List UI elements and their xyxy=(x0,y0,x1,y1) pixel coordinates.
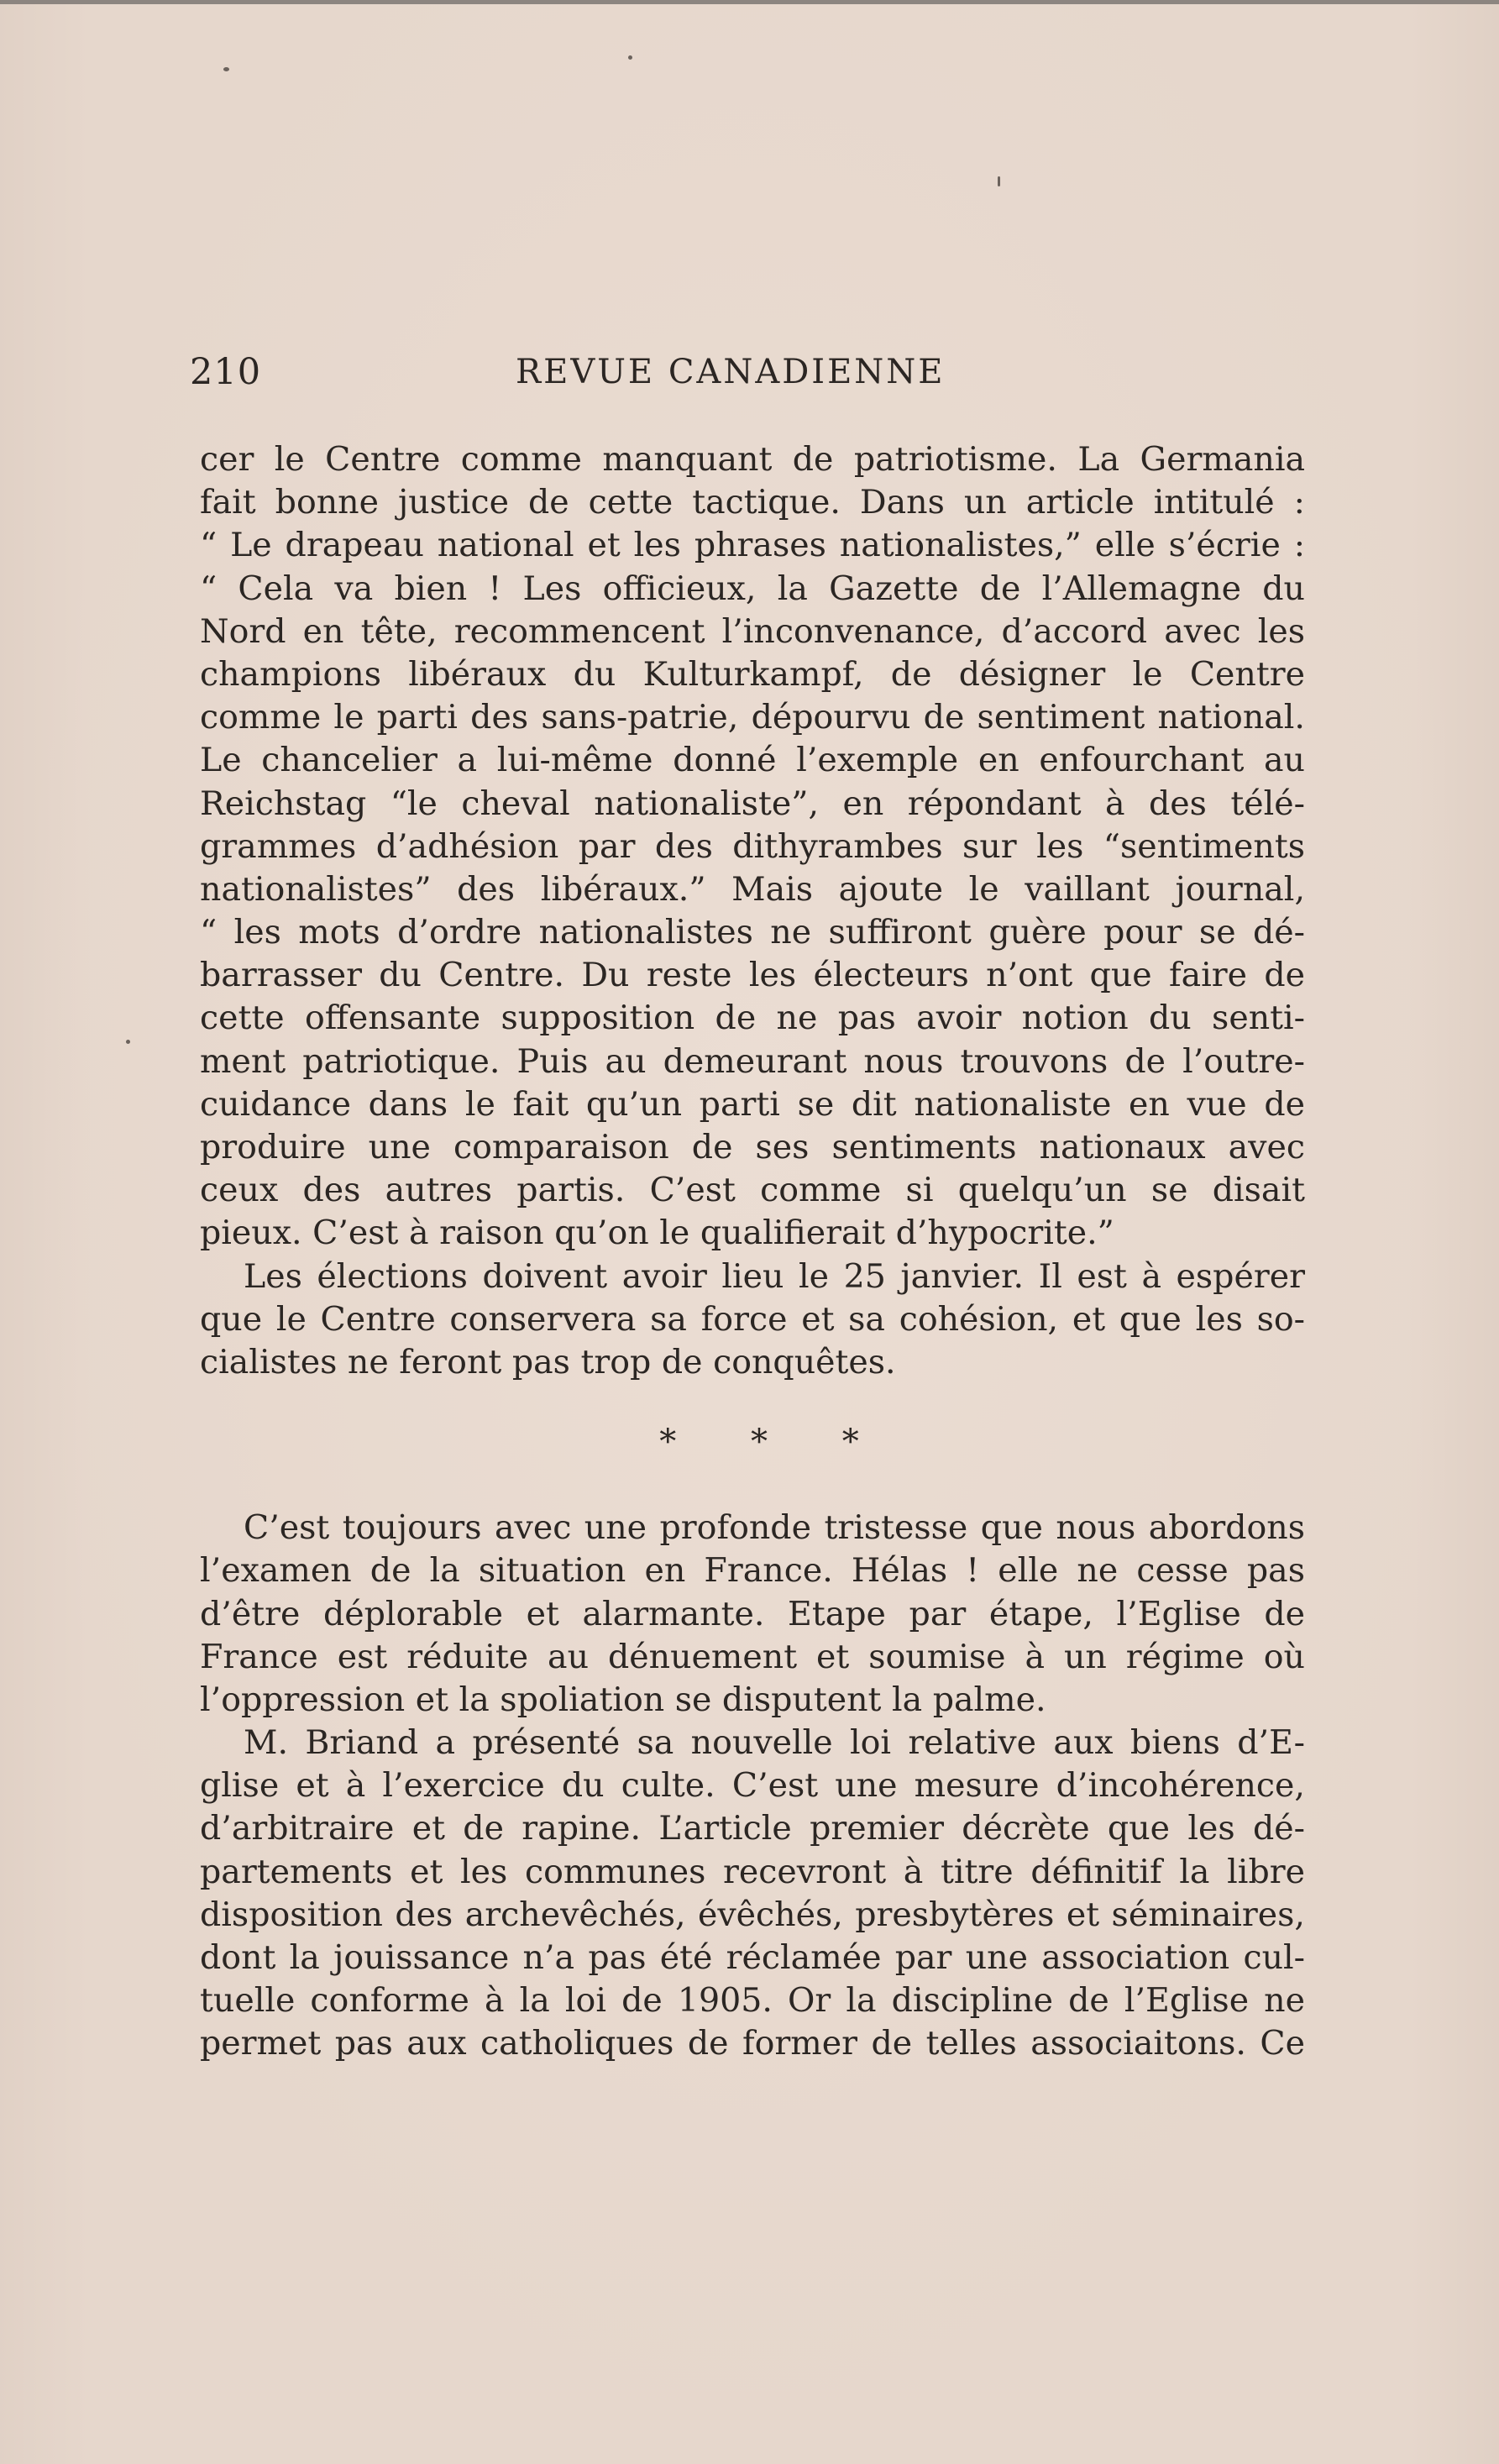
page-number: 210 xyxy=(190,351,262,393)
text-line: permet pas aux catholiques de former de telles associaitons. Ce xyxy=(200,2024,1305,2063)
text-line: tuelle conforme à la loi de 1905. Or la discipline de l’Eglise ne xyxy=(200,1981,1305,2021)
text-line: M. Briand a présenté sa nouvelle loi relative aux biens d’E- xyxy=(244,1723,1305,1763)
text-line: ment patriotique. Puis au demeurant nous trouvons de l’outre- xyxy=(200,1041,1305,1081)
text-line: Le chancelier a lui-même donné l’exemple en enfourchant au xyxy=(200,741,1305,780)
text-line: grammes d’adhésion par des dithyrambes sur les “sentiments xyxy=(200,826,1305,866)
text-line: Reichstag “le cheval nationaliste”, en répondant à des télé- xyxy=(200,784,1305,823)
text-line: cette offensante supposition de ne pas avoir notion du senti- xyxy=(200,999,1305,1038)
text-line: l’examen de la situation en France. Hélas ! elle ne cesse pas xyxy=(200,1551,1305,1591)
paragraph-2 xyxy=(200,1256,1305,1385)
text-line: l’oppression et la spoliation se disputent la palme. xyxy=(200,1680,1046,1719)
paragraph-3 xyxy=(200,1507,1305,1722)
text-line: produire une comparaison de ses sentiments nationaux avec xyxy=(200,1128,1305,1166)
text-line: “ Cela va bien ! Les officieux, la Gazette de l’Allemagne du xyxy=(200,569,1305,608)
paragraph-4 xyxy=(200,1722,1305,2066)
text-line: “ les mots d’ordre nationalistes ne suffiront guère pour se dé- xyxy=(200,913,1305,952)
text-line: cuidance dans le fait qu’un parti se dit nationaliste en vue de xyxy=(200,1084,1305,1124)
page-header xyxy=(190,351,1315,401)
text-line: barrasser du Centre. Du reste les électeurs n’ont que faire de xyxy=(200,956,1305,995)
paper-speck xyxy=(998,176,1000,186)
paper-speck xyxy=(223,67,229,71)
text-line: fait bonne justice de cette tactique. Dans un article intitulé : xyxy=(200,483,1305,522)
paper-speck xyxy=(126,1040,130,1044)
text-line: pieux. C’est à raison qu’on le qualifierait d’hypocrite.” xyxy=(200,1214,1114,1253)
text-line: d’arbitraire et de rapine. L’article premier décrète que les dé- xyxy=(200,1809,1305,1848)
text-line: Nord en tête, recommencent l’inconvenance, d’accord avec les xyxy=(200,611,1305,651)
text-line: comme le parti des sans-patrie, dépourvu de sentiment national. xyxy=(200,698,1305,737)
running-head: REVUE CANADIENNE xyxy=(516,353,946,391)
text-line: C’est toujours avec une profonde tristesse que nous abordons xyxy=(244,1508,1305,1548)
text-line: ceux des autres partis. C’est comme si quelqu’un se disait xyxy=(200,1171,1305,1210)
text-line: champions libéraux du Kulturkampf, de désigner le Centre xyxy=(200,654,1305,694)
text-line: partements et les communes recevront à titre définitif la libre xyxy=(200,1852,1305,1891)
text-line: que le Centre conservera sa force et sa cohésion, et que les so- xyxy=(200,1299,1305,1339)
paragraph-1 xyxy=(200,438,1305,1256)
text-line: nationalistes” des libéraux.” Mais ajoute le vaillant journal, xyxy=(200,869,1305,909)
text-line: cer le Centre comme manquant de patriotisme. La Germania xyxy=(200,440,1305,479)
section-separator: * * * xyxy=(659,1423,891,1462)
text-line: “ Le drapeau national et les phrases nationalistes,” elle s’écrie : xyxy=(200,526,1305,565)
text-line: cialistes ne feront pas trop de conquêtes. xyxy=(200,1342,896,1381)
text-line: d’être déplorable et alarmante. Etape par étape, l’Eglise de xyxy=(200,1594,1305,1633)
body-text xyxy=(200,438,1305,2066)
text-line: disposition des archevêchés, évêchés, presbytères et séminaires, xyxy=(200,1895,1305,1934)
top-edge-rule xyxy=(0,0,1499,4)
text-line: dont la jouissance n’a pas été réclamée par une association cul- xyxy=(200,1938,1305,1977)
paper-speck xyxy=(628,55,632,60)
text-line: France est réduite au dénuement et soumise à un régime où xyxy=(200,1637,1305,1676)
text-line: glise et à l’exercice du culte. C’est une mesure d’incohérence, xyxy=(200,1766,1305,1806)
text-line: Les élections doivent avoir lieu le 25 janvier. Il est à espérer xyxy=(244,1256,1305,1296)
